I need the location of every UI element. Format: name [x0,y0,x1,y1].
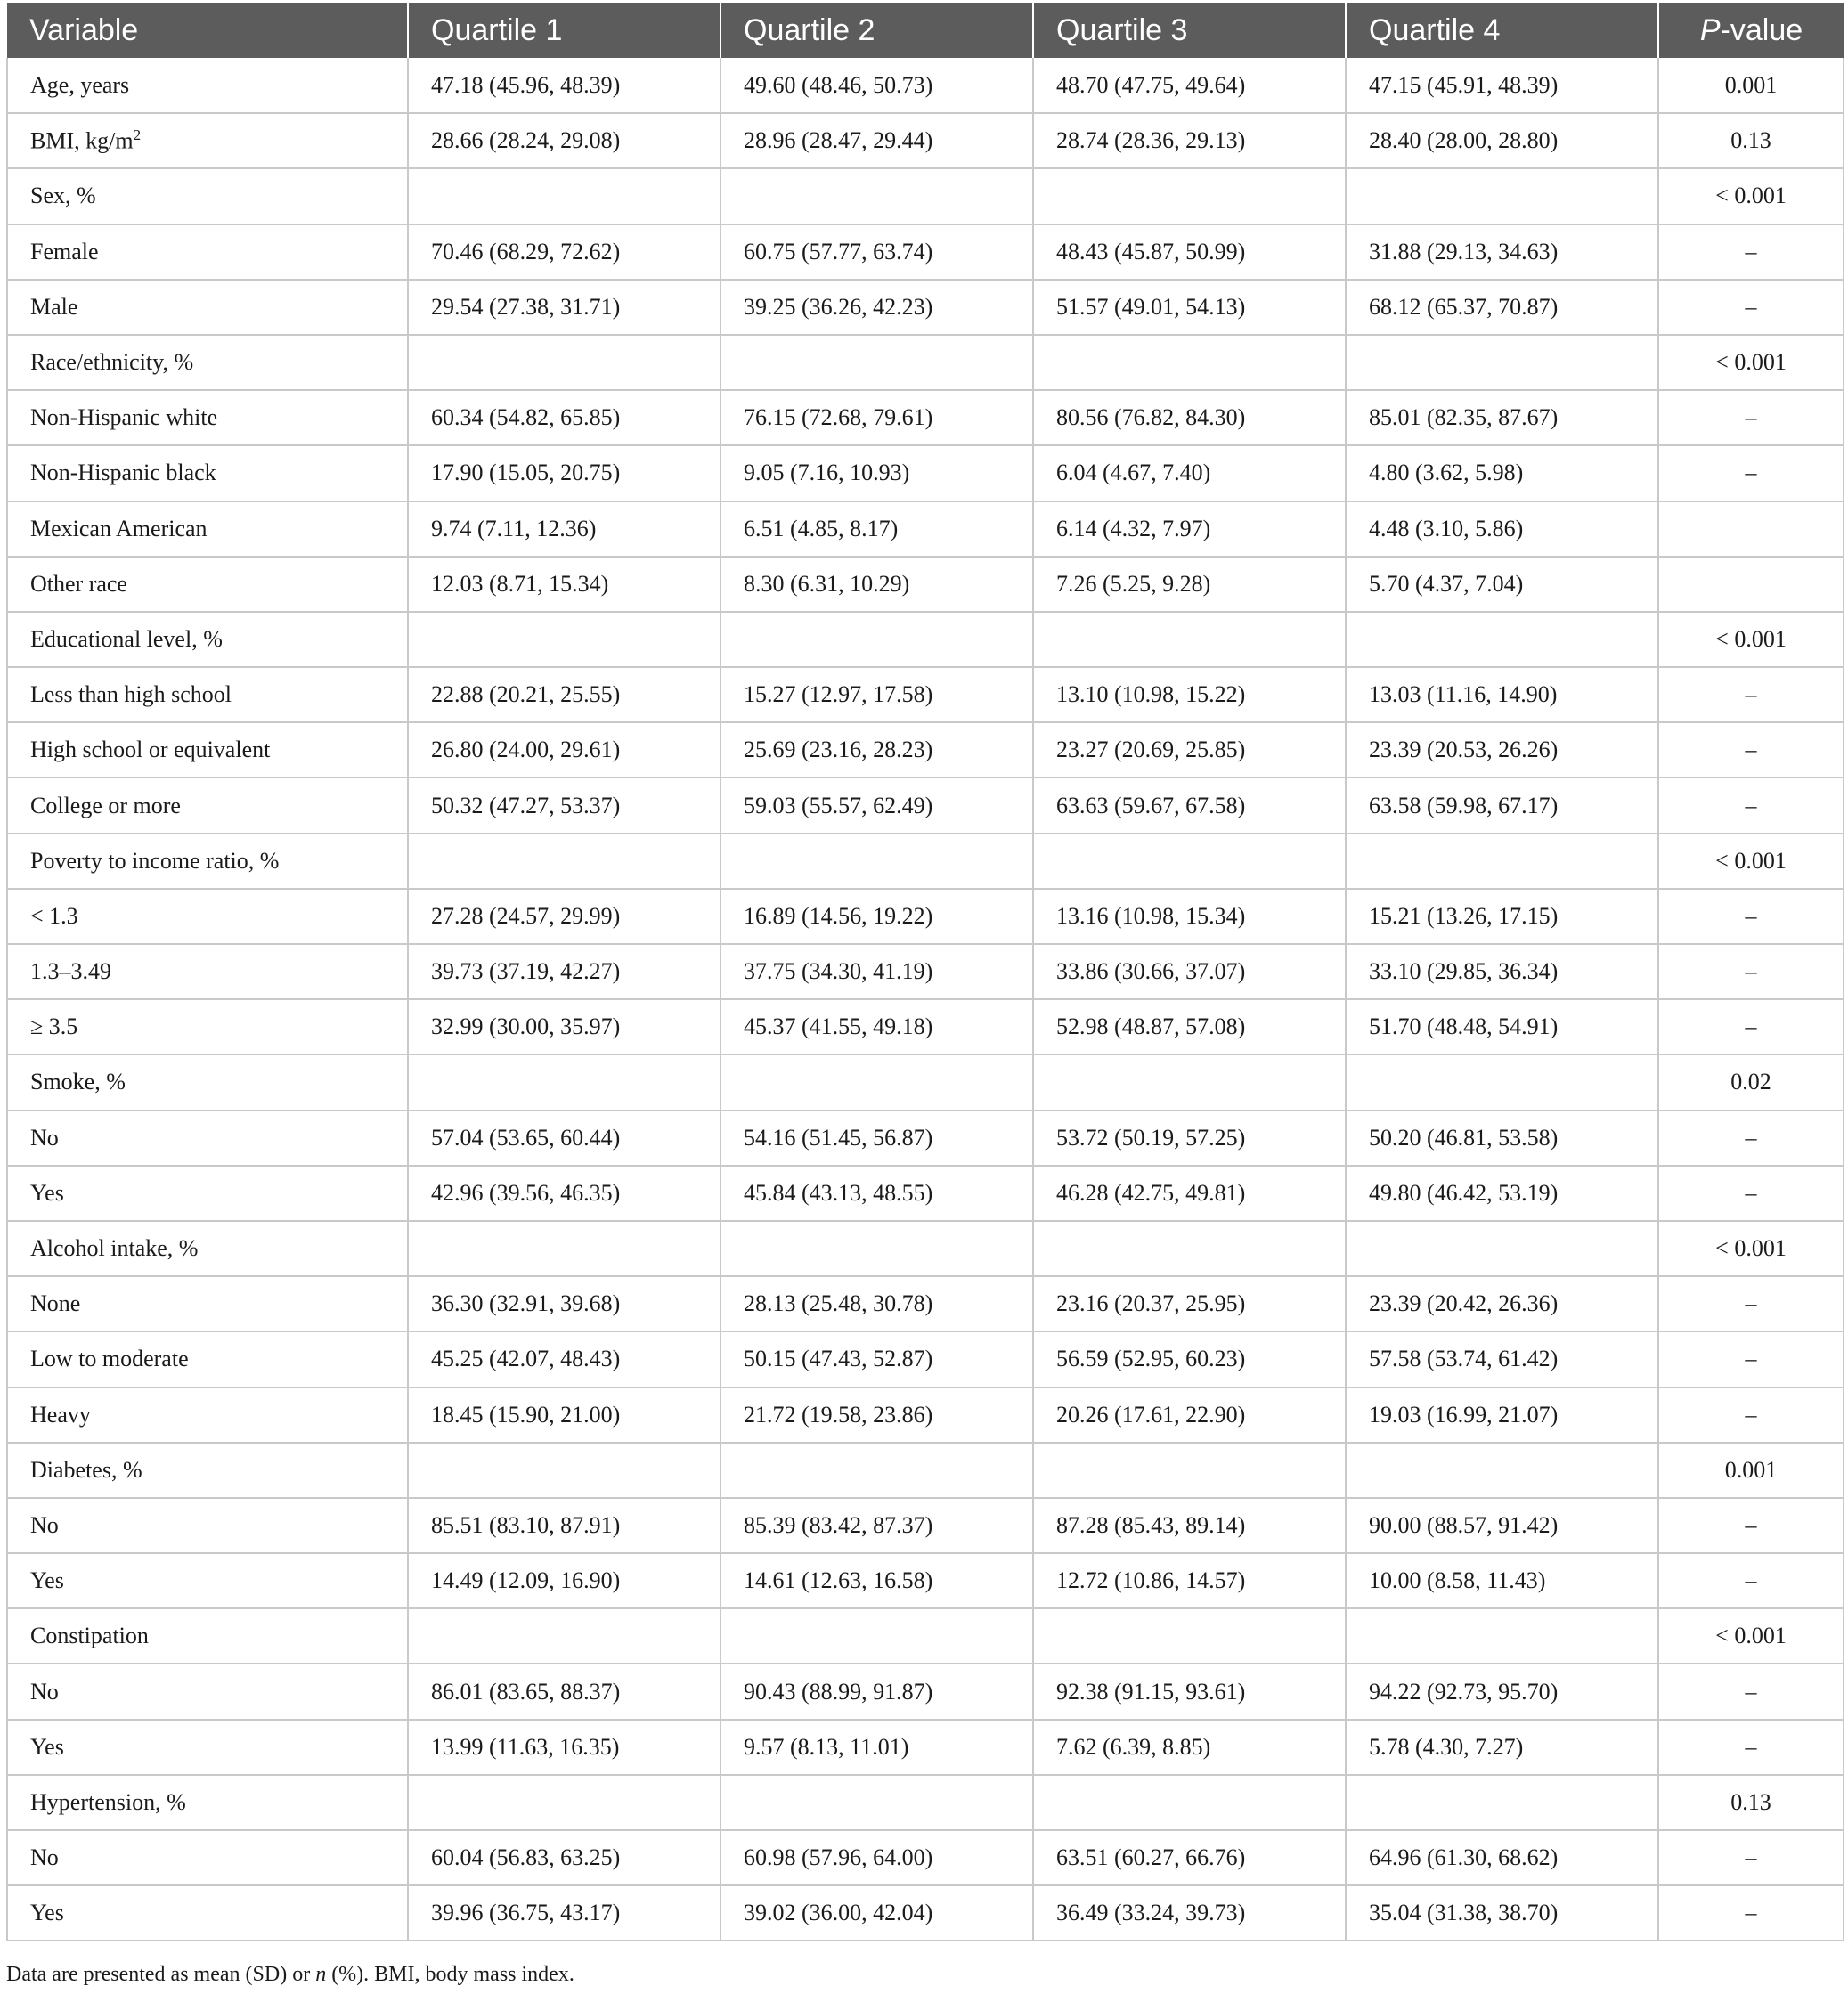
cell-quartile-3: 51.57 (49.01, 54.13) [1033,280,1346,335]
cell-quartile-4: 10.00 (8.58, 11.43) [1346,1553,1658,1608]
cell-quartile-1: 85.51 (83.10, 87.91) [408,1498,720,1553]
cell-quartile-4 [1346,1775,1658,1830]
table-row [7,113,1844,168]
cell-quartile-2: 16.89 (14.56, 19.22) [720,889,1033,944]
cell-variable: No [7,1111,408,1166]
table-row [7,1830,1844,1885]
cell-quartile-3: 52.98 (48.87, 57.08) [1033,999,1346,1054]
table-row [7,501,1844,557]
cell-quartile-4: 49.80 (46.42, 53.19) [1346,1166,1658,1221]
header-p-rest: -value [1720,12,1803,47]
cell-variable: No [7,1498,408,1553]
cell-p-value: 0.001 [1658,1443,1844,1498]
cell-p-value: – [1658,1830,1844,1885]
cell-quartile-2 [720,1443,1033,1498]
cell-quartile-2 [720,1775,1033,1830]
cell-quartile-2: 45.84 (43.13, 48.55) [720,1166,1033,1221]
cell-p-value: – [1658,944,1844,999]
cell-quartile-1 [408,1221,720,1276]
cell-quartile-1: 29.54 (27.38, 31.71) [408,280,720,335]
cell-quartile-4: 31.88 (29.13, 34.63) [1346,224,1658,280]
cell-variable: 1.3–3.49 [7,944,408,999]
cell-quartile-1: 27.28 (24.57, 29.99) [408,889,720,944]
cell-variable: High school or equivalent [7,722,408,777]
header-quartile-2: Quartile 2 [720,3,1033,58]
table-row [7,1166,1844,1221]
cell-quartile-3: 48.43 (45.87, 50.99) [1033,224,1346,280]
table-row [7,1720,1844,1775]
table-row [7,168,1844,224]
cell-quartile-4 [1346,834,1658,889]
table-row [7,335,1844,390]
cell-p-value: < 0.001 [1658,834,1844,889]
cell-p-value: – [1658,224,1844,280]
cell-quartile-4: 23.39 (20.42, 26.36) [1346,1276,1658,1331]
cell-quartile-2 [720,1221,1033,1276]
cell-quartile-2: 45.37 (41.55, 49.18) [720,999,1033,1054]
cell-quartile-4: 90.00 (88.57, 91.42) [1346,1498,1658,1553]
cell-p-value: 0.02 [1658,1054,1844,1110]
cell-quartile-1 [408,335,720,390]
cell-quartile-1: 39.73 (37.19, 42.27) [408,944,720,999]
cell-variable: None [7,1276,408,1331]
table-row [7,722,1844,777]
table-row [7,1388,1844,1443]
cell-quartile-4: 4.48 (3.10, 5.86) [1346,501,1658,557]
cell-quartile-3: 6.04 (4.67, 7.40) [1033,445,1346,501]
cell-quartile-3 [1033,834,1346,889]
cell-variable: College or more [7,777,408,833]
cell-p-value: – [1658,1388,1844,1443]
cell-quartile-3: 12.72 (10.86, 14.57) [1033,1553,1346,1608]
footnote-italic-n: n [315,1963,327,1986]
cell-quartile-4: 63.58 (59.98, 67.17) [1346,777,1658,833]
cell-quartile-4 [1346,1054,1658,1110]
table-row [7,1221,1844,1276]
cell-variable: Non-Hispanic white [7,390,408,445]
cell-quartile-3: 13.16 (10.98, 15.34) [1033,889,1346,944]
cell-variable: ≥ 3.5 [7,999,408,1054]
cell-quartile-2: 85.39 (83.42, 87.37) [720,1498,1033,1553]
table-row [7,667,1844,722]
cell-quartile-3: 63.51 (60.27, 66.76) [1033,1830,1346,1885]
cell-quartile-4: 94.22 (92.73, 95.70) [1346,1664,1658,1719]
table-body [7,58,1844,1941]
table-row [7,999,1844,1054]
table-row [7,1775,1844,1830]
cell-quartile-2 [720,612,1033,667]
cell-variable: Yes [7,1720,408,1775]
cell-quartile-2: 39.02 (36.00, 42.04) [720,1885,1033,1941]
cell-quartile-4: 35.04 (31.38, 38.70) [1346,1885,1658,1941]
cell-quartile-2: 25.69 (23.16, 28.23) [720,722,1033,777]
cell-p-value: < 0.001 [1658,1608,1844,1664]
cell-quartile-1 [408,168,720,224]
cell-quartile-3: 48.70 (47.75, 49.64) [1033,58,1346,113]
table-row [7,445,1844,501]
cell-p-value: – [1658,722,1844,777]
cell-p-value: – [1658,777,1844,833]
cell-quartile-1: 32.99 (30.00, 35.97) [408,999,720,1054]
table-row [7,1331,1844,1387]
cell-quartile-1: 60.04 (56.83, 63.25) [408,1830,720,1885]
cell-variable: Less than high school [7,667,408,722]
cell-p-value: – [1658,1720,1844,1775]
cell-quartile-2: 39.25 (36.26, 42.23) [720,280,1033,335]
cell-quartile-3 [1033,335,1346,390]
cell-p-value: – [1658,1664,1844,1719]
cell-variable: Yes [7,1885,408,1941]
cell-quartile-1: 13.99 (11.63, 16.35) [408,1720,720,1775]
table-row [7,1608,1844,1664]
table-footnote [6,1963,574,1987]
cell-quartile-3: 33.86 (30.66, 37.07) [1033,944,1346,999]
cell-quartile-1: 26.80 (24.00, 29.61) [408,722,720,777]
cell-quartile-4 [1346,1608,1658,1664]
cell-quartile-2: 54.16 (51.45, 56.87) [720,1111,1033,1166]
cell-quartile-3: 92.38 (91.15, 93.61) [1033,1664,1346,1719]
cell-variable: Smoke, % [7,1054,408,1110]
cell-quartile-1: 86.01 (83.65, 88.37) [408,1664,720,1719]
cell-quartile-1 [408,1608,720,1664]
cell-p-value: < 0.001 [1658,612,1844,667]
cell-quartile-1: 36.30 (32.91, 39.68) [408,1276,720,1331]
cell-quartile-3 [1033,1443,1346,1498]
header-p-value [1658,3,1844,58]
header-quartile-1: Quartile 1 [408,3,720,58]
cell-quartile-3: 20.26 (17.61, 22.90) [1033,1388,1346,1443]
cell-quartile-1: 60.34 (54.82, 65.85) [408,390,720,445]
cell-quartile-1: 9.74 (7.11, 12.36) [408,501,720,557]
cell-p-value: – [1658,1331,1844,1387]
cell-variable: Alcohol intake, % [7,1221,408,1276]
table-row [7,1664,1844,1719]
table-row [7,1498,1844,1553]
cell-quartile-4: 15.21 (13.26, 17.15) [1346,889,1658,944]
cell-quartile-2 [720,834,1033,889]
cell-quartile-3: 53.72 (50.19, 57.25) [1033,1111,1346,1166]
cell-quartile-4: 19.03 (16.99, 21.07) [1346,1388,1658,1443]
cell-variable: Other race [7,557,408,612]
cell-p-value: < 0.001 [1658,1221,1844,1276]
cell-quartile-4: 47.15 (45.91, 48.39) [1346,58,1658,113]
cell-quartile-1 [408,612,720,667]
cell-quartile-4 [1346,335,1658,390]
cell-quartile-2: 9.57 (8.13, 11.01) [720,1720,1033,1775]
cell-variable: Low to moderate [7,1331,408,1387]
header-row [7,3,1844,58]
cell-variable: No [7,1664,408,1719]
cell-quartile-4 [1346,1221,1658,1276]
cell-quartile-3 [1033,612,1346,667]
cell-quartile-3 [1033,1054,1346,1110]
cell-p-value: < 0.001 [1658,168,1844,224]
cell-quartile-3: 7.62 (6.39, 8.85) [1033,1720,1346,1775]
table-row [7,1553,1844,1608]
cell-quartile-1: 17.90 (15.05, 20.75) [408,445,720,501]
cell-quartile-4: 28.40 (28.00, 28.80) [1346,113,1658,168]
cell-p-value: – [1658,1166,1844,1221]
table-row [7,224,1844,280]
cell-quartile-1: 14.49 (12.09, 16.90) [408,1553,720,1608]
header-variable: Variable [7,3,408,58]
cell-quartile-2: 15.27 (12.97, 17.58) [720,667,1033,722]
cell-quartile-4: 64.96 (61.30, 68.62) [1346,1830,1658,1885]
cell-quartile-3: 7.26 (5.25, 9.28) [1033,557,1346,612]
cell-quartile-1: 18.45 (15.90, 21.00) [408,1388,720,1443]
table-row [7,390,1844,445]
cell-quartile-2: 28.13 (25.48, 30.78) [720,1276,1033,1331]
cell-quartile-2: 37.75 (34.30, 41.19) [720,944,1033,999]
cell-quartile-1: 39.96 (36.75, 43.17) [408,1885,720,1941]
cell-quartile-1: 42.96 (39.56, 46.35) [408,1166,720,1221]
table-row [7,1885,1844,1941]
cell-quartile-4 [1346,1443,1658,1498]
table-row [7,834,1844,889]
header-p-italic: P [1699,12,1721,47]
cell-quartile-4: 51.70 (48.48, 54.91) [1346,999,1658,1054]
cell-p-value [1658,501,1844,557]
baseline-characteristics-table [6,3,1844,1941]
cell-quartile-1 [408,1054,720,1110]
cell-quartile-3: 63.63 (59.67, 67.58) [1033,777,1346,833]
cell-quartile-2: 6.51 (4.85, 8.17) [720,501,1033,557]
cell-p-value: – [1658,1885,1844,1941]
cell-quartile-4: 4.80 (3.62, 5.98) [1346,445,1658,501]
cell-p-value: – [1658,889,1844,944]
cell-quartile-2: 50.15 (47.43, 52.87) [720,1331,1033,1387]
cell-quartile-2: 14.61 (12.63, 16.58) [720,1553,1033,1608]
cell-quartile-4: 57.58 (53.74, 61.42) [1346,1331,1658,1387]
cell-quartile-4: 5.78 (4.30, 7.27) [1346,1720,1658,1775]
cell-quartile-2 [720,1054,1033,1110]
cell-quartile-3 [1033,1608,1346,1664]
cell-quartile-1: 12.03 (8.71, 15.34) [408,557,720,612]
cell-quartile-2 [720,1608,1033,1664]
cell-quartile-3 [1033,1221,1346,1276]
cell-quartile-1 [408,1775,720,1830]
cell-quartile-3: 36.49 (33.24, 39.73) [1033,1885,1346,1941]
table-row [7,58,1844,113]
cell-variable: Heavy [7,1388,408,1443]
cell-variable: Constipation [7,1608,408,1664]
table-row [7,1054,1844,1110]
cell-quartile-2 [720,168,1033,224]
cell-quartile-1: 28.66 (28.24, 29.08) [408,113,720,168]
cell-variable: Yes [7,1553,408,1608]
cell-quartile-4: 68.12 (65.37, 70.87) [1346,280,1658,335]
cell-quartile-2: 60.98 (57.96, 64.00) [720,1830,1033,1885]
cell-quartile-1: 70.46 (68.29, 72.62) [408,224,720,280]
cell-variable: < 1.3 [7,889,408,944]
cell-p-value: – [1658,280,1844,335]
cell-variable: Poverty to income ratio, % [7,834,408,889]
cell-quartile-1: 45.25 (42.07, 48.43) [408,1331,720,1387]
cell-p-value: – [1658,667,1844,722]
cell-p-value [1658,557,1844,612]
header-quartile-4: Quartile 4 [1346,3,1658,58]
cell-quartile-2: 28.96 (28.47, 29.44) [720,113,1033,168]
cell-quartile-1: 22.88 (20.21, 25.55) [408,667,720,722]
cell-quartile-2: 9.05 (7.16, 10.93) [720,445,1033,501]
table-row [7,944,1844,999]
cell-quartile-4 [1346,612,1658,667]
table-header [7,3,1844,58]
table-row [7,777,1844,833]
data-table-container [6,3,1843,1941]
cell-variable: Educational level, % [7,612,408,667]
table-row [7,1111,1844,1166]
cell-p-value: – [1658,1111,1844,1166]
cell-p-value: 0.001 [1658,58,1844,113]
cell-variable: Yes [7,1166,408,1221]
cell-p-value: – [1658,390,1844,445]
cell-quartile-1: 57.04 (53.65, 60.44) [408,1111,720,1166]
cell-quartile-4 [1346,168,1658,224]
cell-quartile-3: 23.16 (20.37, 25.95) [1033,1276,1346,1331]
cell-quartile-1 [408,1443,720,1498]
table-row [7,280,1844,335]
cell-p-value: – [1658,1276,1844,1331]
cell-quartile-2: 60.75 (57.77, 63.74) [720,224,1033,280]
cell-variable: Sex, % [7,168,408,224]
cell-quartile-3: 56.59 (52.95, 60.23) [1033,1331,1346,1387]
cell-p-value: – [1658,999,1844,1054]
cell-variable: Hypertension, % [7,1775,408,1830]
cell-quartile-2: 59.03 (55.57, 62.49) [720,777,1033,833]
cell-p-value: – [1658,1498,1844,1553]
cell-quartile-4: 13.03 (11.16, 14.90) [1346,667,1658,722]
cell-quartile-3: 13.10 (10.98, 15.22) [1033,667,1346,722]
cell-quartile-2: 90.43 (88.99, 91.87) [720,1664,1033,1719]
cell-quartile-2 [720,335,1033,390]
cell-quartile-4: 5.70 (4.37, 7.04) [1346,557,1658,612]
bmi-superscript: 2 [133,126,142,144]
cell-quartile-4: 85.01 (82.35, 87.67) [1346,390,1658,445]
table-row [7,1443,1844,1498]
cell-quartile-2: 76.15 (72.68, 79.61) [720,390,1033,445]
cell-variable: Non-Hispanic black [7,445,408,501]
cell-quartile-3: 87.28 (85.43, 89.14) [1033,1498,1346,1553]
cell-p-value: 0.13 [1658,113,1844,168]
cell-variable [7,113,408,168]
cell-quartile-1: 50.32 (47.27, 53.37) [408,777,720,833]
cell-quartile-3: 46.28 (42.75, 49.81) [1033,1166,1346,1221]
cell-quartile-3: 6.14 (4.32, 7.97) [1033,501,1346,557]
cell-variable: Age, years [7,58,408,113]
cell-p-value: – [1658,445,1844,501]
cell-quartile-1 [408,834,720,889]
cell-quartile-3 [1033,168,1346,224]
cell-quartile-3: 28.74 (28.36, 29.13) [1033,113,1346,168]
cell-quartile-3 [1033,1775,1346,1830]
cell-quartile-4: 23.39 (20.53, 26.26) [1346,722,1658,777]
table-row [7,889,1844,944]
cell-quartile-2: 21.72 (19.58, 23.86) [720,1388,1033,1443]
cell-variable: Race/ethnicity, % [7,335,408,390]
cell-quartile-3: 23.27 (20.69, 25.85) [1033,722,1346,777]
footnote-text-1: Data are presented as mean (SD) or [6,1963,316,1986]
cell-variable: Male [7,280,408,335]
table-row [7,612,1844,667]
cell-p-value: – [1658,1553,1844,1608]
cell-variable: Mexican American [7,501,408,557]
cell-quartile-4: 33.10 (29.85, 36.34) [1346,944,1658,999]
cell-quartile-3: 80.56 (76.82, 84.30) [1033,390,1346,445]
footnote-text-2: (%). BMI, body mass index. [326,1963,574,1986]
cell-p-value: < 0.001 [1658,335,1844,390]
cell-p-value: 0.13 [1658,1775,1844,1830]
cell-quartile-2: 49.60 (48.46, 50.73) [720,58,1033,113]
cell-variable: Diabetes, % [7,1443,408,1498]
table-row [7,557,1844,612]
cell-quartile-1: 47.18 (45.96, 48.39) [408,58,720,113]
table-row [7,1276,1844,1331]
cell-quartile-4: 50.20 (46.81, 53.58) [1346,1111,1658,1166]
cell-quartile-2: 8.30 (6.31, 10.29) [720,557,1033,612]
header-quartile-3: Quartile 3 [1033,3,1346,58]
cell-variable: No [7,1830,408,1885]
cell-variable: Female [7,224,408,280]
bmi-label: BMI, kg/m [30,128,134,155]
